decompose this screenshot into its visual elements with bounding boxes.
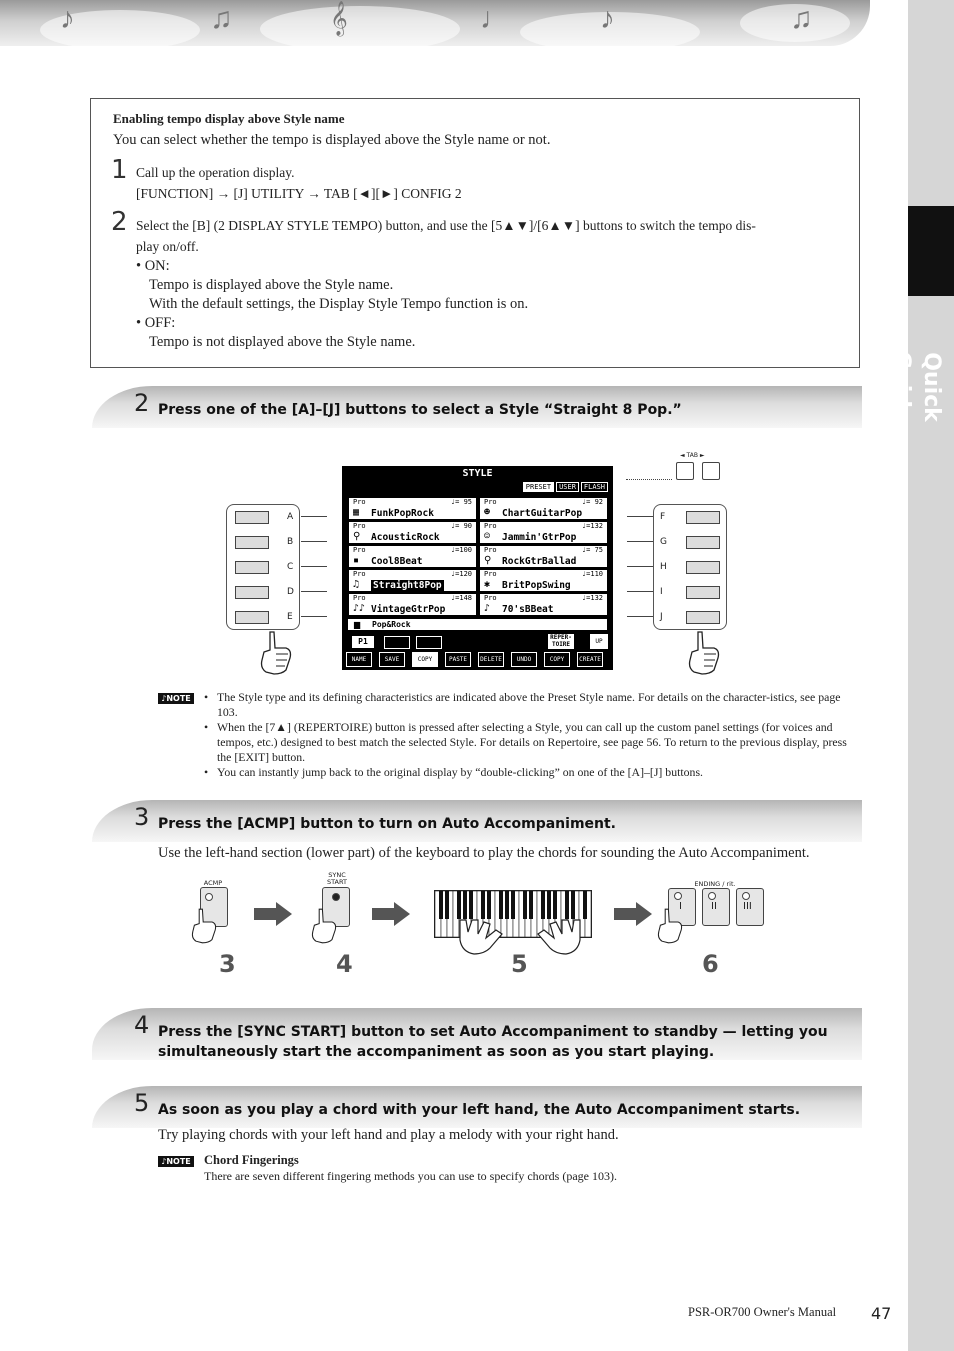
arrow-right-icon <box>254 902 292 926</box>
connector-line <box>301 591 327 592</box>
style-cell-h[interactable]: Pro ♩= 75 ⚲ RockGtrBallad <box>479 545 608 568</box>
step4-number: 4 <box>134 1011 150 1039</box>
right-hand-icon <box>534 916 584 956</box>
sidebar-section-label: Quick Guide <box>889 351 944 423</box>
folder-icon: ▆ <box>354 620 361 629</box>
page-number: 47 <box>871 1304 892 1323</box>
button-j[interactable] <box>686 611 720 624</box>
connector-line <box>627 591 653 592</box>
sequence-number-5: 5 <box>511 950 528 978</box>
step4-header <box>92 1008 862 1060</box>
lcd-fkey-undo[interactable]: UNDO <box>511 652 537 667</box>
info-box-intro: You can select whether the tempo is displayed above the Style name or not. <box>113 132 551 148</box>
lcd-page-3[interactable] <box>416 636 442 649</box>
button-g[interactable] <box>686 536 720 549</box>
pressing-hand-icon <box>654 905 686 947</box>
acmp-led-icon <box>205 893 213 901</box>
info-on-line2: With the default settings, the Display Style Tempo function is on. <box>149 296 529 312</box>
left-button-panel <box>226 504 300 630</box>
button-d[interactable] <box>235 586 269 599</box>
pressing-hand-icon <box>188 905 220 947</box>
tab-right-button[interactable] <box>702 462 720 480</box>
button-a[interactable] <box>235 511 269 524</box>
step5-header <box>92 1086 862 1128</box>
connector-line <box>627 516 653 517</box>
sync-start-label: SYNC START <box>326 871 348 886</box>
sidebar <box>889 0 954 1351</box>
step3-body: Use the left-hand section (lower part) of the keyboard to play the chords for sounding the Auto Accompaniment. <box>158 845 810 861</box>
button-h[interactable] <box>686 561 720 574</box>
letter-j: J <box>660 612 663 622</box>
tab-dotted-line <box>626 479 672 480</box>
note-badge: ♪NOTE <box>158 1156 194 1167</box>
lcd-fkey-copy[interactable]: COPY <box>412 652 438 667</box>
connector-line <box>627 566 653 567</box>
note-badge: ♪NOTE <box>158 693 194 704</box>
style-cell-g[interactable]: Pro ♩=132 ☺ Jammin'GtrPop <box>479 521 608 544</box>
left-hand-icon <box>456 916 506 956</box>
info-on-line1: Tempo is displayed above the Style name. <box>149 277 394 293</box>
style-icon: ▪ <box>353 555 360 566</box>
ending-button-2[interactable]: II <box>702 888 730 926</box>
lcd-repertoire-button[interactable]: REPER- TOIRE <box>548 634 574 649</box>
button-c[interactable] <box>235 561 269 574</box>
style-cell-b[interactable]: Pro ♩= 90 ⚲ AcousticRock <box>348 521 477 544</box>
lcd-tab-flash[interactable]: FLASH <box>581 482 608 492</box>
style-lcd-display <box>342 466 613 670</box>
button-i[interactable] <box>686 586 720 599</box>
lcd-bottom-bar <box>346 632 609 667</box>
style-cell-j[interactable]: Pro ♩=132 ♪ 70'sBBeat <box>479 593 608 616</box>
step3-title: Press the [ACMP] button to turn on Auto Accompaniment. <box>158 816 617 832</box>
connector-line <box>301 566 327 567</box>
info-off-label: • OFF: <box>136 315 176 331</box>
tempo-display-info-box <box>90 98 860 368</box>
ending-led-icon <box>708 892 716 900</box>
guitar-icon: ⚲ <box>484 555 492 566</box>
lcd-tabs <box>521 482 608 492</box>
style-cell-i[interactable]: Pro ♩=110 ✱ BritPopSwing <box>479 569 608 592</box>
letter-d: D <box>287 587 294 597</box>
sidebar-tab-marker <box>908 206 954 296</box>
pointing-hand-icon <box>684 630 724 676</box>
lcd-page-indicator[interactable]: P1 <box>352 636 374 648</box>
ending-button-1[interactable]: I <box>668 888 696 926</box>
letter-b: B <box>287 537 294 547</box>
info-step1-number: 1 <box>111 155 128 185</box>
step4-title: Press the [SYNC START] button to set Auto Accompaniment to standby — letting you simultaneously start the accompaniment as soon as you start playing. <box>158 1024 828 1060</box>
connector-line <box>301 541 327 542</box>
letter-e: E <box>287 612 293 622</box>
guitarist-icon: ☺ <box>484 531 491 542</box>
sequence-number-4: 4 <box>336 950 353 978</box>
letter-a: A <box>287 512 294 522</box>
letter-g: G <box>660 537 667 547</box>
retro-icon: ♪ <box>484 603 491 614</box>
note-item: • You can instantly jump back to the original display by “double-clicking” on one of the [A]–[J] buttons. <box>204 765 864 780</box>
lcd-category-name: Pop&Rock <box>372 620 411 629</box>
lcd-page-2[interactable] <box>384 636 410 649</box>
manual-name: PSR-OR700 Owner's Manual <box>688 1305 837 1319</box>
note-item: • When the [7▲] (REPERTOIRE) button is pressed after selecting a Style, you can call up the custom panel settings (for voices and tempos, etc.) designed to best match the selected Style. For details on Repertoire, see page 56. To return to the previous display, press the [EXIT] button. <box>204 720 864 765</box>
letter-c: C <box>287 562 294 572</box>
lcd-fkey-paste[interactable]: PASTE <box>445 652 471 667</box>
lcd-fkey-delete[interactable]: DELETE <box>478 652 504 667</box>
lcd-fkey-name[interactable]: NAME <box>346 652 372 667</box>
button-e[interactable] <box>235 611 269 624</box>
lcd-tab-preset[interactable]: PRESET <box>523 482 554 492</box>
step5-number: 5 <box>134 1089 150 1117</box>
connector-line <box>627 541 653 542</box>
guitar-icon: ⚲ <box>353 531 361 542</box>
chord-fingerings-text: There are seven different fingering methods you can use to specify chords (page 103). <box>204 1169 617 1183</box>
info-step2-line1: Select the [B] (2 DISPLAY STYLE TEMPO) button, and use the [5▲▼]/[6▲▼] buttons to switch the tempo dis- <box>136 218 756 233</box>
note-icon: ♫ <box>353 579 360 590</box>
info-on-label: • ON: <box>136 258 170 274</box>
arrow-right-icon <box>614 902 652 926</box>
right-button-panel <box>653 504 727 630</box>
players-icon: ☻ <box>484 507 491 518</box>
info-step2-number: 2 <box>111 207 128 237</box>
style-cell-f[interactable]: Pro ♩= 92 ☻ ChartGuitarPop <box>479 497 608 520</box>
lcd-title: STYLE <box>462 468 493 479</box>
note-item: • The Style type and its defining characteristics are indicated above the Preset Style name. For details on the character-istics, see page 103. <box>204 690 864 720</box>
letter-f: F <box>660 512 666 522</box>
step5-body: Try playing chords with your left hand and play a melody with your right hand. <box>158 1127 619 1143</box>
flag-icon: ✱ <box>484 579 491 590</box>
info-step1-line2: [FUNCTION] → [J] UTILITY → TAB [◄][►] CONFIG 2 <box>136 186 462 201</box>
info-step1-line1: Call up the operation display. <box>136 165 295 180</box>
pointing-hand-icon <box>256 630 296 676</box>
lcd-fkey-create[interactable]: CREATE <box>577 652 603 667</box>
tab-hint-label: ◄ TAB ► <box>680 452 705 459</box>
connector-line <box>301 516 327 517</box>
sync-start-led-icon <box>332 893 340 901</box>
lcd-fkey-copy2[interactable]: COPY <box>544 652 570 667</box>
header-banner: ♪ ♫ 𝄞 ♩ ♪ ♫ <box>0 0 870 46</box>
style-cell-a[interactable]: Pro ♩= 95 ▦ FunkPopRock <box>348 497 477 520</box>
button-f[interactable] <box>686 511 720 524</box>
notes-icon: ♪♪ <box>353 603 366 614</box>
letter-i: I <box>660 587 663 597</box>
chord-fingerings-title: Chord Fingerings <box>204 1153 299 1167</box>
step3-header <box>92 800 862 842</box>
lcd-category-bar[interactable] <box>348 619 607 630</box>
sequence-number-3: 3 <box>219 950 236 978</box>
connector-line <box>301 616 327 617</box>
connector-line <box>627 616 653 617</box>
style-cell-e[interactable]: Pro ♩=148 ♪♪ VintageGtrPop <box>348 593 477 616</box>
lcd-fkey-save[interactable]: SAVE <box>379 652 405 667</box>
ending-led-icon <box>674 892 682 900</box>
style-cell-c[interactable]: Pro ♩=100 ▪ Cool8Beat <box>348 545 477 568</box>
drum-icon: ▦ <box>353 507 360 518</box>
step5-title: As soon as you play a chord with your left hand, the Auto Accompaniment starts. <box>158 1102 801 1118</box>
arrow-right-icon <box>372 902 410 926</box>
sequence-number-6: 6 <box>702 950 719 978</box>
ending-button-3[interactable]: III <box>736 888 764 926</box>
info-box-title: Enabling tempo display above Style name <box>113 111 345 126</box>
pressing-hand-icon <box>308 905 340 947</box>
step2-title: Press one of the [A]–[J] buttons to select a Style “Straight 8 Pop.” <box>158 402 682 418</box>
step2-number: 2 <box>134 389 150 417</box>
acmp-label: ACMP <box>203 879 223 887</box>
tab-left-button[interactable] <box>676 462 694 480</box>
ending-led-icon <box>742 892 750 900</box>
lcd-tab-user[interactable]: USER <box>556 482 579 492</box>
step3-number: 3 <box>134 803 150 831</box>
ending-label: ENDING / rit. <box>694 880 736 888</box>
info-off-line1: Tempo is not displayed above the Style name. <box>149 334 416 350</box>
step2-header <box>92 386 862 428</box>
letter-h: H <box>660 562 667 572</box>
style-cell-d[interactable]: Pro ♩=120 ♫ Straight8Pop <box>348 569 477 592</box>
info-step2-line2: play on/off. <box>136 239 199 254</box>
button-b[interactable] <box>235 536 269 549</box>
step2-notes <box>204 690 864 780</box>
lcd-up-button[interactable]: UP <box>590 634 608 649</box>
